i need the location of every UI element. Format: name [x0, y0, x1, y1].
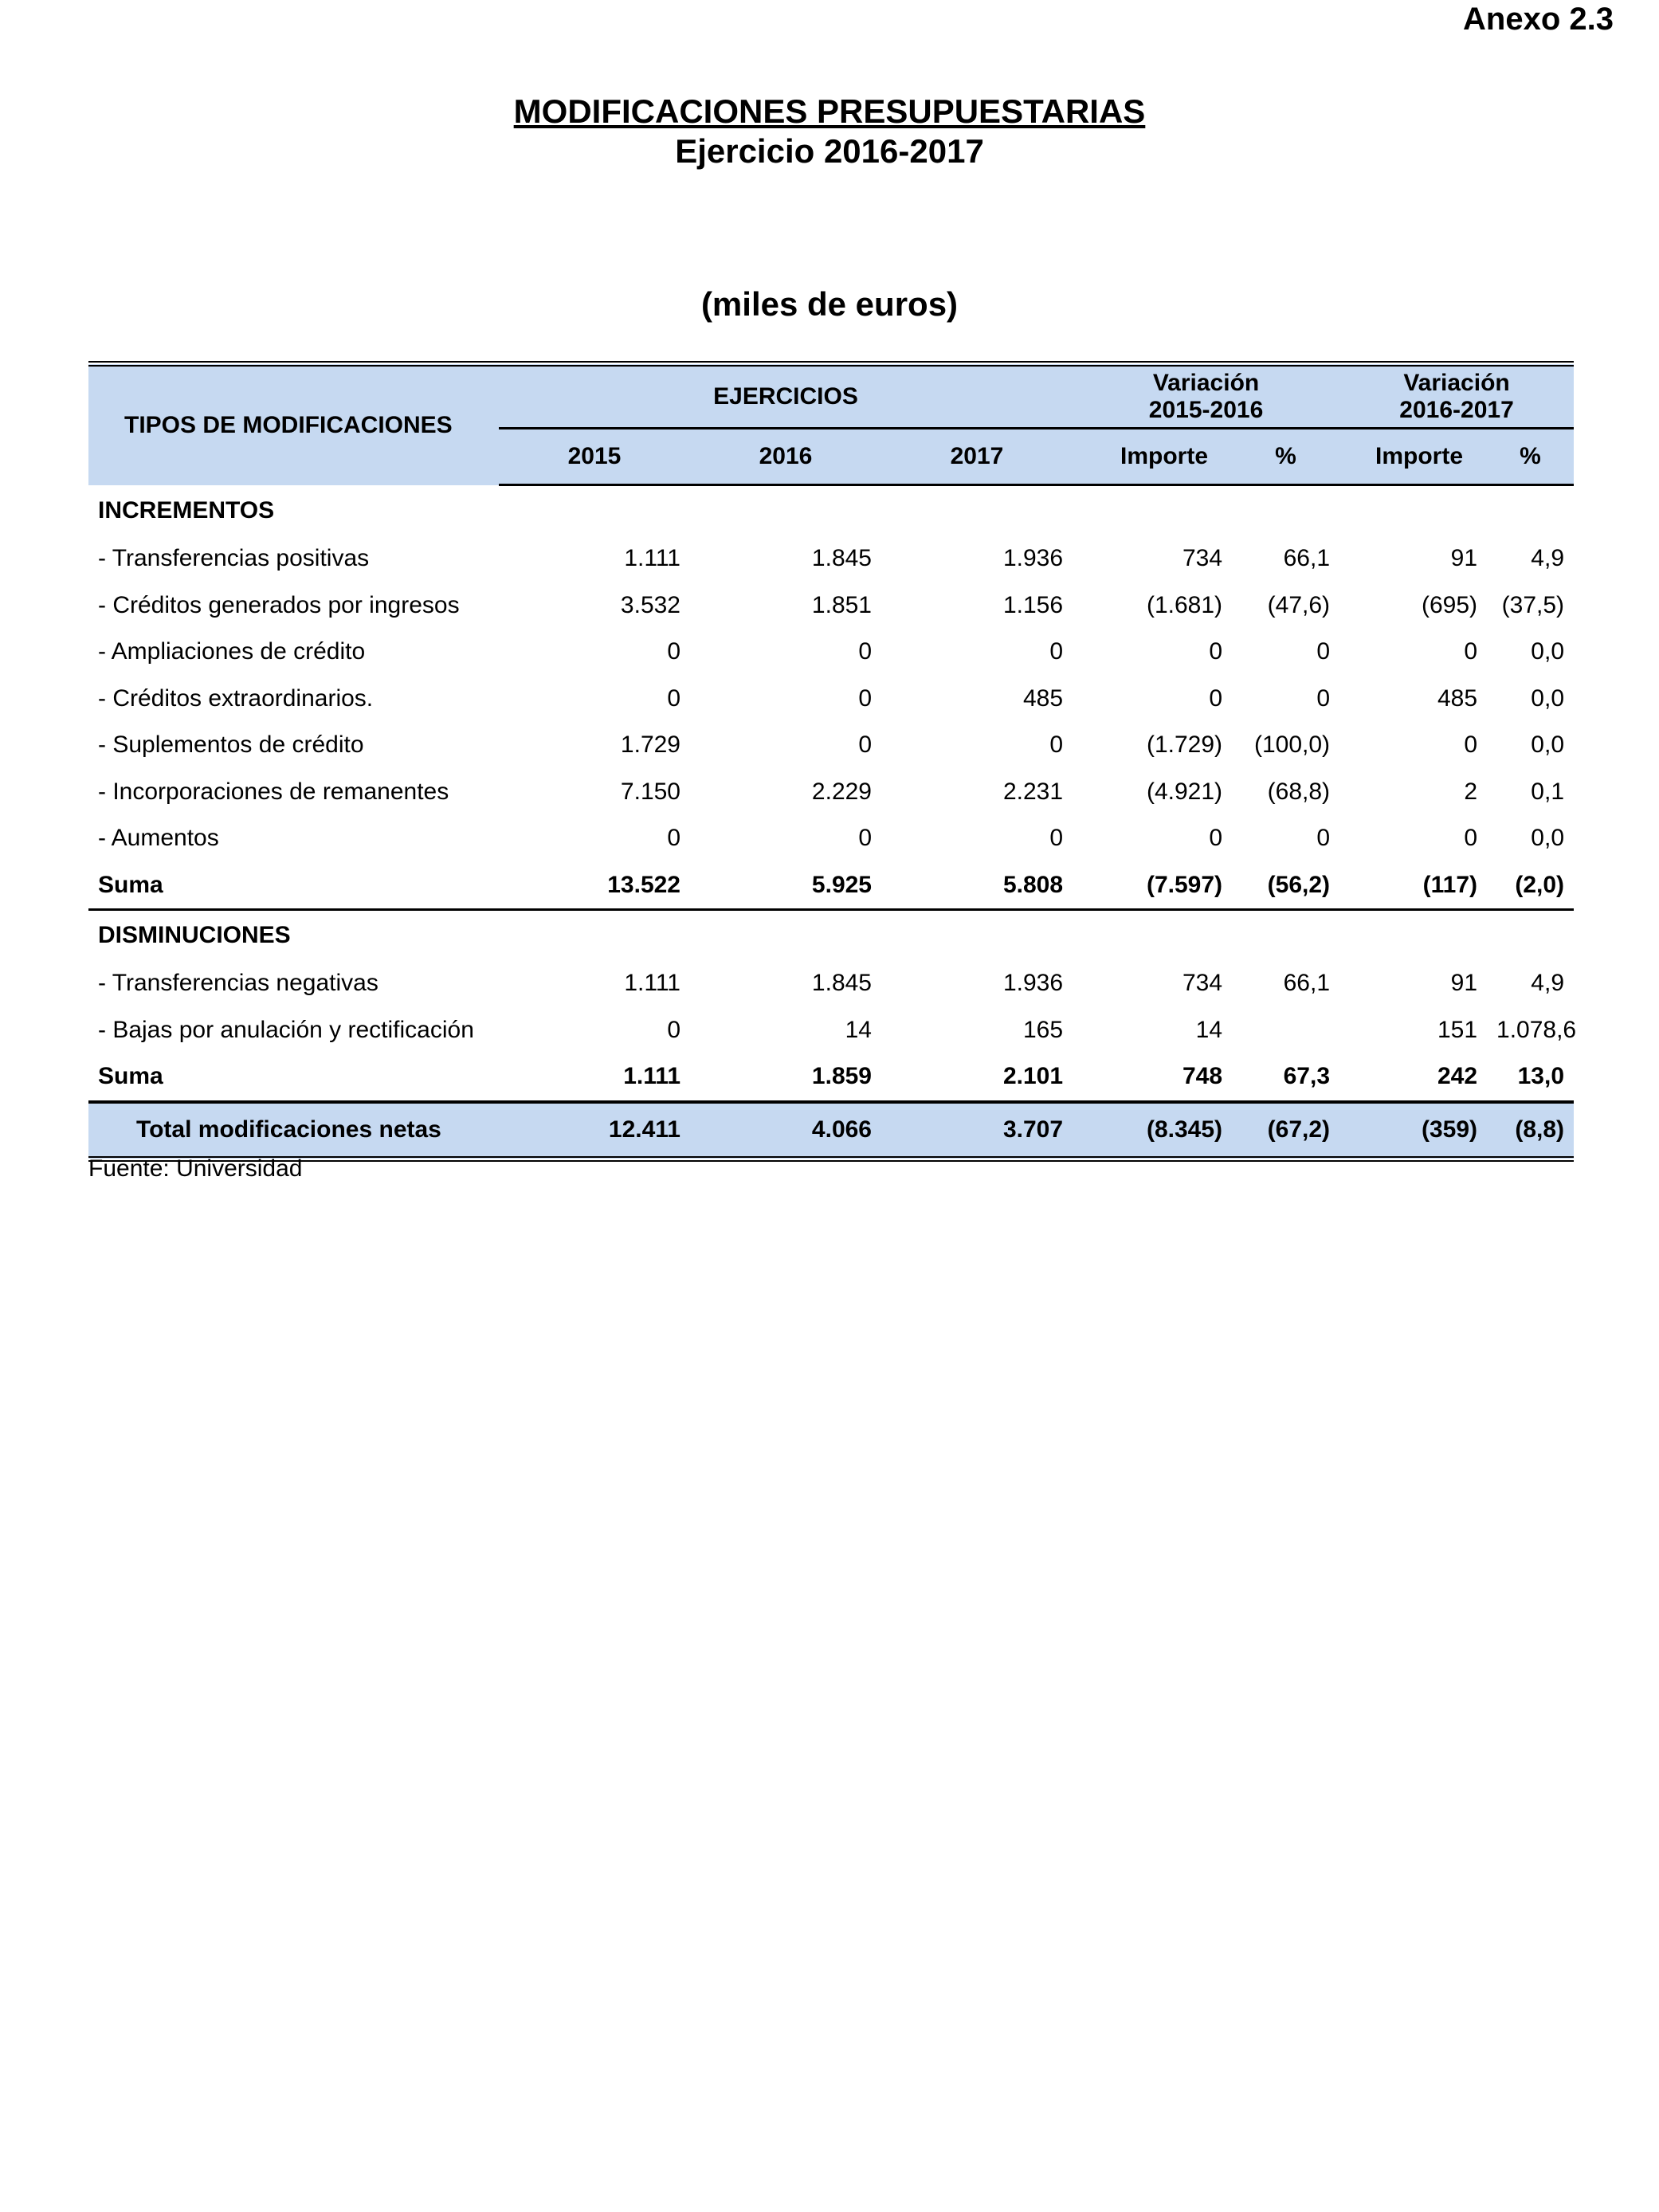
section-label-incrementos: INCREMENTOS: [98, 497, 275, 524]
table-cell: 1.859: [811, 1063, 872, 1090]
table-cell: (67,2): [1232, 1102, 1339, 1159]
table-cell: 0: [1209, 638, 1223, 665]
table-cell: [1232, 1007, 1339, 1054]
table-cell: 0: [1464, 825, 1478, 852]
table-row: [88, 582, 1574, 629]
table-cell: (117): [1339, 862, 1487, 910]
table-cell: 485: [1437, 684, 1478, 712]
section-label-disminuciones: DISMINUCIONES: [98, 922, 291, 948]
table-cell: 0: [1316, 825, 1331, 852]
table-cell: 14: [1195, 1016, 1223, 1043]
table-cell: 0: [1049, 731, 1064, 759]
table-cell: 1.111: [624, 970, 680, 997]
table-cell: 734: [1182, 970, 1223, 997]
table-cell: 67,3: [1283, 1063, 1331, 1090]
units-label: (miles de euros): [700, 285, 959, 323]
header-2016: 2016: [690, 429, 881, 485]
table-cell: 165: [1022, 1016, 1064, 1043]
title-line-2: Ejercicio 2016-2017: [675, 132, 984, 170]
row-label: - Créditos generados por ingresos: [98, 591, 460, 618]
table-row: [88, 535, 1574, 582]
header-pct-2: %: [1487, 429, 1574, 485]
table-cell: (47,6): [1267, 591, 1331, 618]
annex-label: Anexo 2.3: [1463, 2, 1614, 37]
section-row-disminuciones: [88, 910, 1574, 961]
table-cell: 3.532: [620, 591, 680, 618]
table-cell: (8.345): [1073, 1102, 1232, 1159]
row-label: - Incorporaciones de remanentes: [98, 778, 449, 805]
sum-row-incrementos: [88, 862, 1574, 910]
table-cell: 13.522: [499, 862, 690, 910]
table-cell: (7.597): [1073, 862, 1232, 910]
table-cell: 0: [1209, 684, 1223, 712]
total-row: [88, 1102, 1574, 1159]
table-cell: 0: [858, 825, 872, 852]
table-cell: 66,1: [1283, 970, 1331, 997]
row-label: - Bajas por anulación y rectificación: [98, 1016, 474, 1043]
header-2017: 2017: [881, 429, 1073, 485]
table-cell: (56,2): [1232, 862, 1339, 910]
table-cell: (695): [1421, 591, 1478, 618]
table-cell: 0: [858, 731, 872, 759]
table-cell: 12.411: [499, 1102, 690, 1159]
table-cell: (1.681): [1146, 591, 1223, 618]
table-cell: 0: [667, 825, 680, 852]
table-cell: 7.150: [620, 778, 680, 805]
header-pct-1: %: [1232, 429, 1339, 485]
table-cell: 0: [1464, 731, 1478, 759]
table-cell: 4.066: [690, 1102, 881, 1159]
table-cell: 1.851: [811, 591, 872, 618]
table-cell: 0: [1464, 638, 1478, 665]
source-note: Fuente: Universidad: [88, 1155, 303, 1182]
header-variacion-1-line2: 2015-2016: [1148, 397, 1264, 423]
table-cell: 748: [1182, 1063, 1223, 1090]
row-label: - Ampliaciones de crédito: [98, 638, 366, 665]
document-title: [0, 92, 1659, 171]
table-cell: 91: [1450, 545, 1478, 572]
table-cell: 1.078,6: [1496, 1016, 1577, 1043]
budget-modifications-table-wrapper: [88, 361, 1577, 1162]
table-row: [88, 1007, 1574, 1054]
table-cell: 4,9: [1531, 545, 1565, 572]
header-variacion-2016-2017: [1339, 364, 1574, 429]
header-row-1: [88, 364, 1574, 429]
table-cell: (359): [1339, 1102, 1487, 1159]
table-cell: 485: [1022, 684, 1064, 712]
table-cell: 1.936: [1002, 970, 1064, 997]
budget-modifications-table: [88, 361, 1577, 1162]
table-cell: 1.845: [811, 545, 872, 572]
table-cell: 2.231: [1002, 778, 1064, 805]
table-cell: 734: [1182, 545, 1223, 572]
section-row-incrementos: [88, 485, 1574, 536]
table-cell: (2,0): [1487, 862, 1574, 910]
table-cell: 1.936: [1002, 545, 1064, 572]
header-tipos: TIPOS DE MODIFICACIONES: [88, 364, 499, 485]
table-cell: 0,0: [1531, 731, 1565, 759]
table-cell: 0: [1049, 825, 1064, 852]
table-cell: 0: [1209, 825, 1223, 852]
table-cell: 1.156: [1002, 591, 1064, 618]
table-cell: 0: [858, 638, 872, 665]
table-cell: 0: [1316, 684, 1331, 712]
table-cell: 2: [1464, 778, 1478, 805]
row-label: Suma: [98, 1063, 163, 1090]
table-row: [88, 815, 1574, 862]
table-row: [88, 676, 1574, 723]
table-cell: (100,0): [1253, 731, 1331, 759]
table-cell: 1.111: [623, 1063, 680, 1090]
table-cell: 0: [1316, 638, 1331, 665]
header-variacion-1-line1: Variación: [1152, 370, 1260, 396]
table-row: [88, 722, 1574, 769]
row-label: - Créditos extraordinarios.: [98, 684, 374, 712]
table-cell: 0: [858, 684, 872, 712]
header-variacion-2-line2: 2016-2017: [1399, 397, 1514, 423]
row-label: - Transferencias negativas: [98, 970, 378, 997]
title-line-1: MODIFICACIONES PRESUPUESTARIAS: [513, 92, 1146, 130]
row-label: Suma: [88, 862, 499, 910]
table-cell: 5.808: [881, 862, 1073, 910]
table-cell: (37,5): [1501, 591, 1565, 618]
sum-row-disminuciones: [88, 1053, 1574, 1102]
table-cell: 0: [667, 1016, 680, 1043]
row-label: - Aumentos: [98, 825, 219, 852]
table-cell: 1.111: [624, 545, 680, 572]
row-label: - Suplementos de crédito: [98, 731, 364, 759]
header-importe-2: Importe: [1339, 429, 1487, 485]
table-cell: 2.229: [811, 778, 872, 805]
table-cell: 2.101: [1002, 1063, 1064, 1090]
table-cell: 91: [1450, 970, 1478, 997]
table-cell: 242: [1437, 1063, 1478, 1090]
table-body: [88, 485, 1577, 1159]
table-cell: 1.729: [620, 731, 680, 759]
header-importe-1: Importe: [1073, 429, 1232, 485]
table-cell: 0,1: [1531, 778, 1565, 805]
table-cell: 0: [667, 638, 680, 665]
table-cell: 0,0: [1531, 684, 1565, 712]
table-cell: 0,0: [1531, 825, 1565, 852]
table-cell: (1.729): [1146, 731, 1223, 759]
table-cell: (8,8): [1487, 1102, 1574, 1159]
table-row: [88, 629, 1574, 676]
header-2015: 2015: [499, 429, 690, 485]
row-label: Total modificaciones netas: [88, 1102, 499, 1159]
table-cell: (4.921): [1146, 778, 1223, 805]
table-cell: 1.845: [811, 970, 872, 997]
table-row: [88, 960, 1574, 1007]
table-cell: 0: [667, 684, 680, 712]
table-cell: 14: [845, 1016, 872, 1043]
table-cell: 151: [1437, 1016, 1478, 1043]
table-cell: 3.707: [881, 1102, 1073, 1159]
header-ejercicios: EJERCICIOS: [499, 364, 1073, 429]
header-variacion-2-line1: Variación: [1403, 370, 1510, 396]
table-cell: (68,8): [1267, 778, 1331, 805]
row-label: - Transferencias positivas: [98, 545, 370, 572]
table-cell: 5.925: [690, 862, 881, 910]
table-cell: 66,1: [1283, 545, 1331, 572]
header-variacion-2015-2016: [1073, 364, 1339, 429]
table-cell: 0: [1049, 638, 1064, 665]
table-cell: 4,9: [1531, 970, 1565, 997]
table-cell: 13,0: [1517, 1063, 1565, 1090]
table-cell: 0,0: [1531, 638, 1565, 665]
table-row: [88, 769, 1574, 816]
